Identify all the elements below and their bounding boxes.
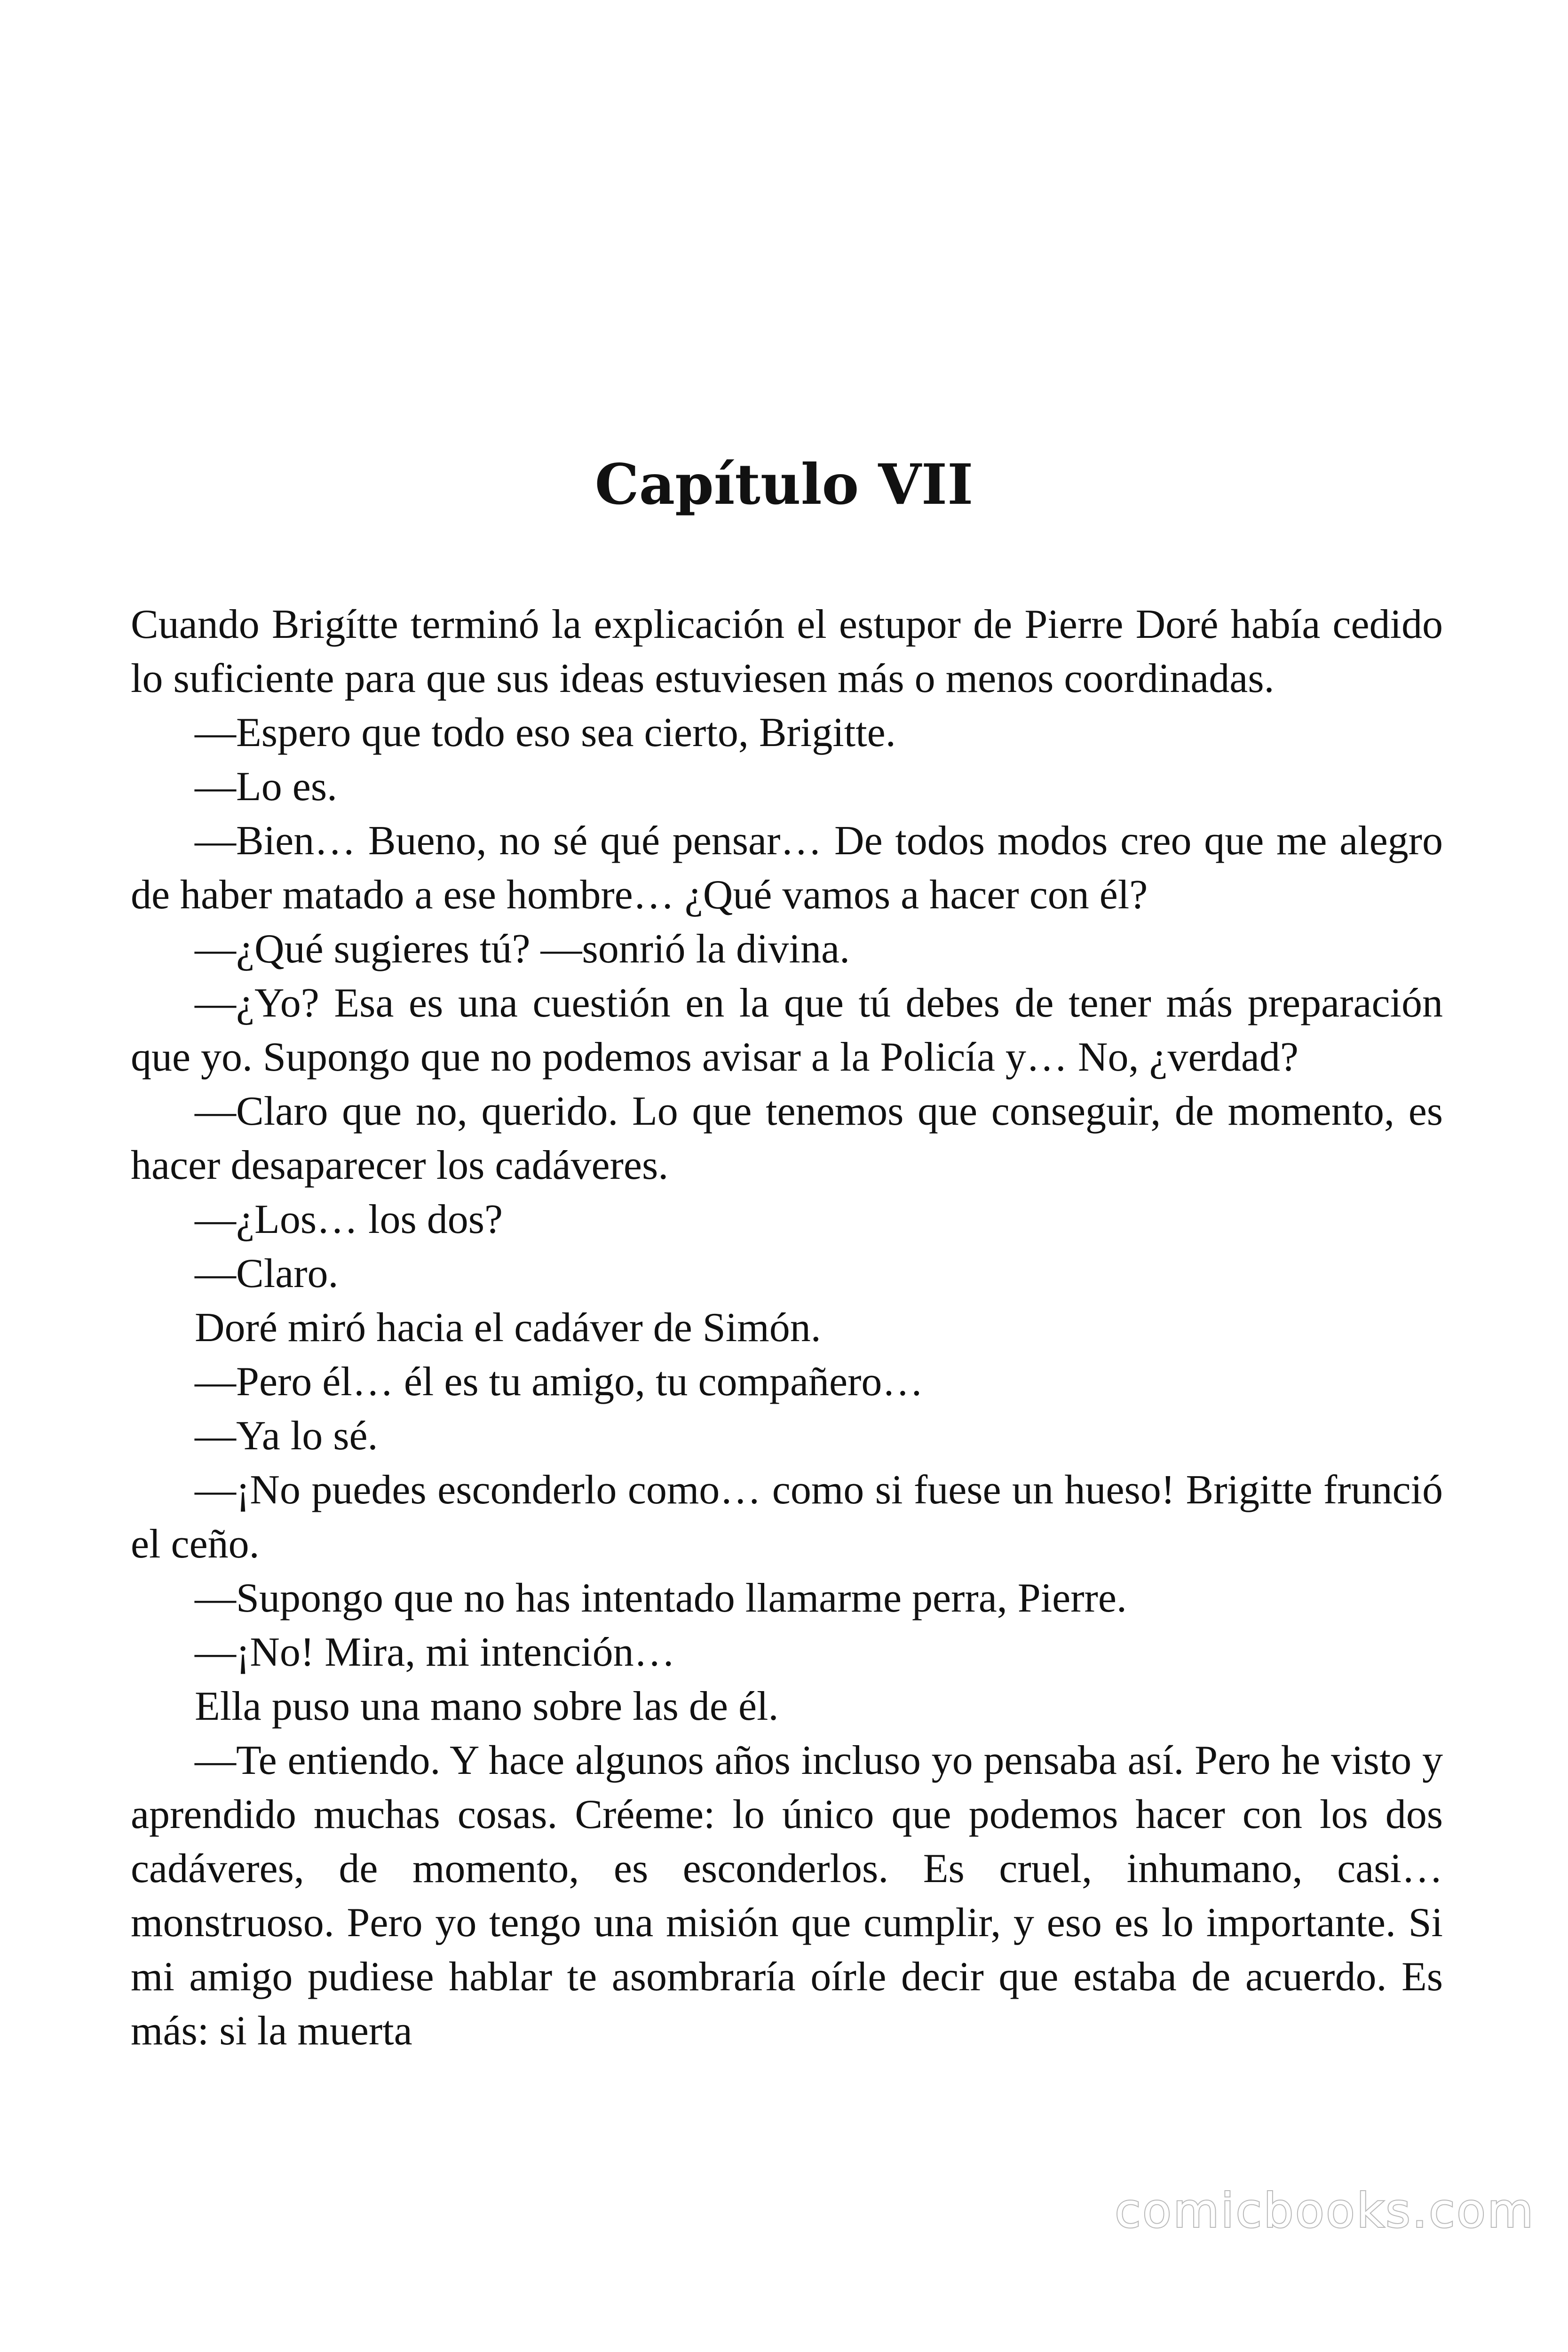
paragraph-5: —¿Qué sugieres tú? —sonrió la divina. [195, 926, 850, 972]
paragraph-8: —¿Los… los dos? [195, 1197, 503, 1242]
paragraph-13: —¡No puedes esconderlo como… como si fuese un hueso! Brigitte frunció el ceño. [131, 1467, 1443, 1567]
watermark: comicbooks.com [1115, 2183, 1535, 2238]
paragraph-14: —Supongo que no has intentado llamarme perra, Pierre. [195, 1575, 1127, 1621]
paragraph-6: —¿Yo? Esa es una cuestión en la que tú debes de tener más preparación que yo. Supongo que no podemos avisar a la Policía y… No, ¿verdad? [131, 980, 1443, 1080]
chapter-title: Capítulo VII [594, 452, 974, 517]
paragraph-16: Ella puso una mano sobre las de él. [195, 1684, 779, 1729]
paragraph-15: —¡No! Mira, mi intención… [195, 1629, 675, 1675]
paragraph-7: —Claro que no, querido. Lo que tenemos que conseguir, de momento, es hacer desaparecer los cadáveres. [131, 1089, 1443, 1188]
paragraph-4: —Bien… Bueno, no sé qué pensar… De todos modos creo que me alegro de haber matado a ese hombre… ¿Qué vamos a hacer con él? [131, 818, 1443, 918]
chapter-body [131, 597, 1443, 2058]
paragraph-11: —Pero él… él es tu amigo, tu compañero… [195, 1359, 924, 1405]
paragraph-10: Doré miró hacia el cadáver de Simón. [195, 1305, 821, 1351]
paragraph-9: —Claro. [195, 1251, 339, 1296]
paragraph-2: —Espero que todo eso sea cierto, Brigitte. [195, 710, 896, 755]
paragraph-12: —Ya lo sé. [195, 1413, 378, 1459]
paragraph-3: —Lo es. [195, 764, 338, 810]
paragraph-17: —Te entiendo. Y hace algunos años incluso yo pensaba así. Pero he visto y aprendido muchas cosas. Créeme: lo único que podemos hacer con los dos cadáveres, de momento, es esconderlos. Es cruel, inhumano, casi… monstruoso. Pero yo tengo una misión que cumplir, y eso es lo importante. Si mi amigo pudiese hablar te asombraría oírle decir que estaba de acuerdo. Es más: si la muerta [131, 1738, 1443, 2054]
paragraph-1: Cuando Brigítte terminó la explicación el estupor de Pierre Doré había cedido lo suficiente para que sus ideas estuviesen más o menos coordinadas. [131, 602, 1443, 701]
